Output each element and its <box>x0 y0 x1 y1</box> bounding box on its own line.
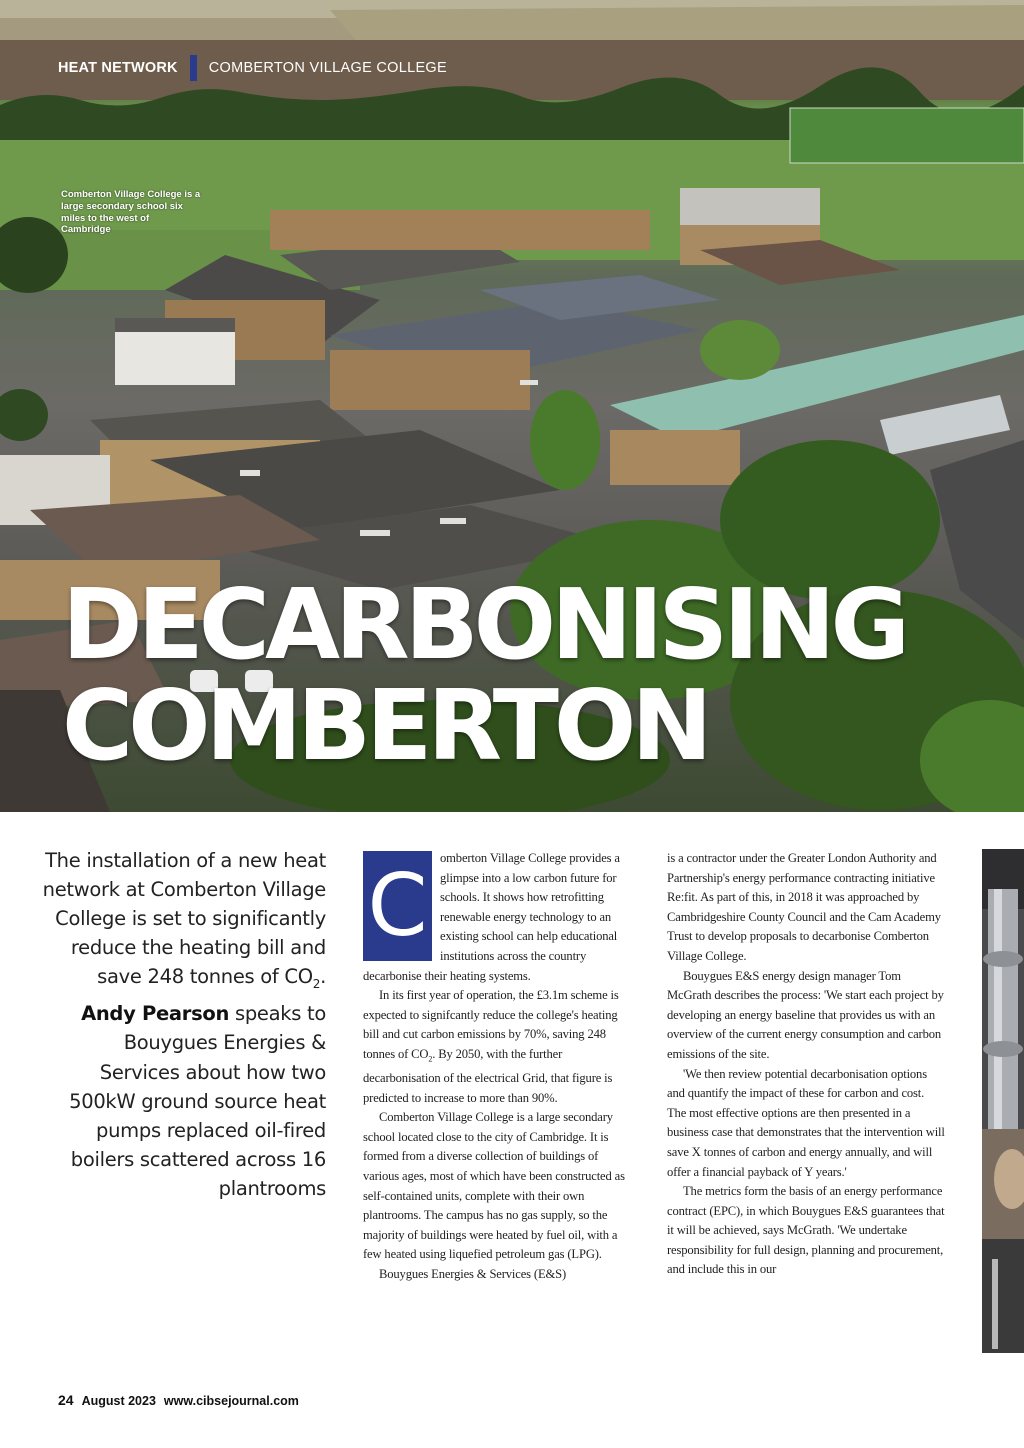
subscript: 2 <box>428 1054 433 1064</box>
author-name: Andy Pearson <box>81 1002 230 1026</box>
standfirst-text-2: . <box>320 965 326 989</box>
subsection-label: COMBERTON VILLAGE COLLEGE <box>208 60 447 76</box>
drop-cap: C <box>363 851 432 961</box>
standfirst-subscript: 2 <box>312 977 321 992</box>
paragraph: 'We then review potential decarbonisation options and quantify the impact of these for carbon and cost. The most effective options are then presented in a business case that demonstrates that the intervention will save X tonnes of carbon and energy annually, and will offer a financial payback of Y years.' <box>667 1066 945 1179</box>
headline-line-1: DECARBONISING <box>62 568 906 681</box>
photo-caption: Comberton Village College is a large secondary school six miles to the west of Cambridge <box>61 189 201 236</box>
paragraph: Bouygues E&S energy design manager Tom McGrath describes the process: 'We start each project by developing an energy baseline that provides us with an overview of the current energy consumption and carbon emissions of the site. <box>667 968 944 1061</box>
article-column-2 <box>667 849 945 1280</box>
paragraph-text: . By 2050, with the further decarbonisation of the electrical Grid, that figure is predicted to increase to more than 90%. <box>363 1046 613 1105</box>
article-column-1 <box>363 849 625 1285</box>
paragraph: Bouygues Energies & Services (E&S) <box>379 1266 567 1281</box>
page-number: 24 <box>58 1392 74 1408</box>
headline-line-2: COMBERTON <box>62 669 708 782</box>
section-label: HEAT NETWORK <box>58 60 178 76</box>
standfirst <box>40 846 326 1203</box>
paragraph-text: In its first year of operation, the £3.1m scheme is expected to signifcantly reduce the college's heating bill and cut carbon emissions by 70%, saving 248 tonnes of CO <box>363 988 619 1061</box>
paragraph: The metrics form the basis of an energy performance contract (EPC), in which Bouygues E&S guarantees that it will be achieved, says McGrath. 'We undertake responsibility for full design, planning and procurement, and include this in our <box>667 1184 945 1277</box>
paragraph: Comberton Village College is a large secondary school located close to the city of Cambridge. It is formed from a diverse collection of buildings of various ages, most of which have been constructed as self-contained units, complete with their own plantrooms. The campus has no gas supply, so the majority of buildings were heated by fuel oil, with a few heated using liquefied petroleum gas (LPG). <box>363 1110 625 1262</box>
section-kicker <box>58 56 447 80</box>
plantroom-pipes-illustration <box>982 849 1024 1353</box>
headline <box>62 568 906 782</box>
website-link[interactable]: www.cibsejournal.com <box>163 1394 299 1408</box>
paragraph: omberton Village College provides a glimpse into a low carbon future for schools. It shows how retrofitting renewable energy technology to an existing school can help educational institutions across the country decarbonise their heating systems. <box>363 851 620 983</box>
side-photo-plantroom <box>982 849 1024 1353</box>
paragraph <box>363 986 625 1108</box>
kicker-divider <box>190 55 197 81</box>
issue-date: August 2023 <box>81 1394 156 1408</box>
paragraph: is a contractor under the Greater London Authority and Partnership's energy performance contracting initiative Re:fit. As part of this, in 2018 it was approached by Cambridgeshire County Council and the Cam Academy Trust to develop proposals to decarbonise Comberton Village College. <box>667 851 941 963</box>
standfirst-text-1: The installation of a new heat network at Comberton Village College is set to significantly reduce the heating bill and save 248 tonnes of CO <box>42 849 326 989</box>
page-footer <box>58 1392 299 1408</box>
standfirst-text-3: speaks to Bouygues Energies & Services about how two 500kW ground source heat pumps replaced oil-fired boilers scattered across 16 plantrooms <box>69 1002 326 1200</box>
